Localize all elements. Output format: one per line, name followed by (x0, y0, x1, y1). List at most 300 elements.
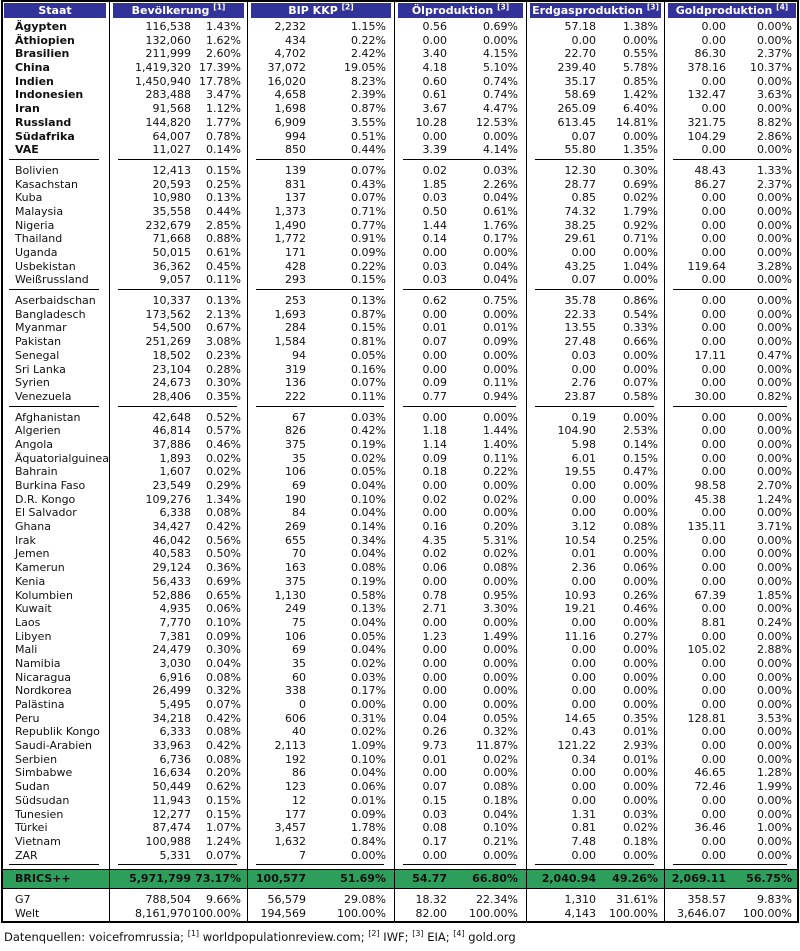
value-abs: 1.85 (422, 177, 447, 191)
value-pct: 0.00% (757, 533, 792, 547)
value-abs: 10,337 (152, 294, 191, 308)
value-cell-oelproduktion (394, 246, 526, 260)
value-abs: 0.00 (422, 129, 447, 143)
value-abs: 1,698 (274, 102, 306, 116)
value-cell-bevoelkerung (109, 907, 247, 921)
value-abs: 0.00 (701, 232, 726, 246)
value-abs: 0.77 (422, 389, 447, 403)
country-name (3, 363, 109, 377)
country-name-text: Nigeria (15, 218, 55, 232)
value-cell-bip-kkp (247, 273, 394, 287)
country-name (3, 411, 109, 425)
country-row (3, 232, 797, 246)
value-cell-goldproduktion (664, 75, 797, 89)
country-name (3, 424, 109, 438)
country-name-text: Ghana (15, 520, 51, 534)
value-abs: 0.00 (701, 574, 726, 588)
value-pct: 100.00% (192, 907, 241, 921)
separator-cell (109, 862, 247, 869)
country-name (3, 376, 109, 390)
country-name (3, 219, 109, 233)
value-cell-goldproduktion (664, 321, 797, 335)
value-abs: 116,538 (145, 20, 191, 33)
value-cell-bip-kkp (247, 164, 394, 178)
header-text: BIP KKP (288, 4, 338, 17)
value-cell-oelproduktion (394, 766, 526, 780)
value-pct: 0.10% (351, 752, 386, 766)
value-pct: 2.26% (483, 177, 518, 191)
value-cell-goldproduktion (664, 479, 797, 493)
value-abs: 6,916 (159, 670, 191, 684)
production-table (1, 0, 799, 923)
value-abs: 0.00 (422, 479, 447, 492)
value-cell-bip-kkp (247, 739, 394, 753)
value-abs: 46,042 (152, 533, 191, 547)
value-abs: 0.00 (701, 33, 726, 47)
country-row (3, 561, 797, 575)
value-abs: 5,495 (159, 698, 191, 711)
value-abs: 23.87 (564, 389, 596, 403)
value-abs: 56,433 (152, 574, 191, 588)
value-pct: 0.00% (483, 506, 518, 520)
country-row (3, 47, 797, 61)
value-pct: 0.17% (351, 684, 386, 698)
value-pct: 3.55% (351, 115, 386, 129)
value-pct: 0.04% (351, 766, 386, 780)
header-footnote: [1] (213, 3, 226, 12)
value-cell-bevoelkerung (109, 849, 247, 863)
value-abs: 0.00 (422, 848, 447, 862)
value-pct: 1.85% (757, 588, 792, 602)
value-abs: 0.00 (701, 102, 726, 116)
value-pct: 2.88% (757, 643, 792, 657)
value-pct: 1.15% (351, 20, 386, 33)
country-row (3, 75, 797, 89)
value-pct: 0.91% (351, 232, 386, 246)
value-cell-oelproduktion (394, 130, 526, 144)
value-abs: 22.33 (564, 307, 596, 321)
value-cell-bevoelkerung (109, 506, 247, 520)
value-pct: 0.00% (623, 643, 658, 657)
value-pct: 0.16% (351, 362, 386, 376)
value-pct: 1.77% (206, 115, 241, 129)
value-cell-erdgasproduktion (526, 780, 664, 794)
value-cell-erdgasproduktion (526, 766, 664, 780)
value-cell-bip-kkp (247, 219, 394, 233)
value-pct: 2.60% (206, 47, 241, 61)
value-cell-bevoelkerung (109, 349, 247, 363)
value-cell-oelproduktion (394, 294, 526, 308)
country-name-text: Simbabwe (15, 766, 73, 780)
value-abs: 0.00 (701, 74, 726, 88)
value-pct: 0.15% (623, 451, 658, 465)
value-pct: 0.02% (623, 821, 658, 835)
value-abs: 20,593 (152, 177, 191, 191)
value-pct: 0.00% (623, 780, 658, 794)
footnote-ref: [1] (187, 929, 200, 939)
separator-line (673, 864, 787, 865)
value-pct: 0.13% (206, 191, 241, 205)
value-abs: 0.00 (422, 348, 447, 362)
country-name (3, 390, 109, 404)
value-cell-goldproduktion (664, 61, 797, 75)
value-cell-oelproduktion (394, 821, 526, 835)
value-abs: 45.38 (694, 492, 726, 506)
value-cell-erdgasproduktion (526, 219, 664, 233)
value-cell-bevoelkerung (109, 321, 247, 335)
g7-row (3, 893, 797, 907)
value-pct: 100.00% (609, 907, 658, 921)
value-pct: 0.08% (483, 780, 518, 794)
country-name-text: Nicaragua (15, 670, 72, 684)
value-pct: 0.04% (483, 191, 518, 205)
value-pct: 49.26% (612, 872, 658, 886)
source-text: EIA; (423, 930, 454, 944)
value-abs: 0.00 (422, 670, 447, 684)
value-cell-bip-kkp (247, 438, 394, 452)
value-pct: 0.08% (206, 506, 241, 520)
value-cell-erdgasproduktion (526, 88, 664, 102)
value-cell-bevoelkerung (109, 20, 247, 34)
country-name (3, 835, 109, 849)
value-cell-oelproduktion (394, 219, 526, 233)
value-abs: 106 (285, 465, 306, 479)
value-abs: 338 (285, 684, 306, 698)
separator-line (9, 406, 99, 407)
value-abs: 0.18 (422, 465, 447, 479)
value-pct: 0.00% (757, 335, 792, 349)
value-abs: 0.00 (701, 670, 726, 684)
value-abs: 1.44 (422, 218, 447, 232)
country-name-text: Kuba (15, 191, 43, 205)
value-cell-goldproduktion (664, 657, 797, 671)
value-pct: 0.05% (351, 465, 386, 479)
value-abs: 52,886 (152, 588, 191, 602)
separator-cell (247, 862, 394, 869)
value-pct: 0.00% (757, 698, 792, 711)
value-abs: 6,333 (159, 725, 191, 739)
value-cell-bevoelkerung (109, 61, 247, 75)
value-abs: 0.03 (422, 273, 447, 287)
value-abs: 6,909 (274, 115, 306, 129)
value-pct: 0.57% (206, 424, 241, 438)
footnote-ref: [4] (453, 929, 465, 939)
header-erdgasproduktion (526, 2, 664, 20)
value-pct: 0.25% (206, 177, 241, 191)
value-pct: 0.00% (483, 574, 518, 588)
value-abs: 0.00 (571, 780, 596, 794)
country-row (3, 794, 797, 808)
value-pct: 0.20% (483, 520, 518, 534)
country-name (3, 657, 109, 671)
source-text: Datenquellen: voicefromrussia; (4, 930, 188, 944)
value-cell-bevoelkerung (109, 232, 247, 246)
value-cell-goldproduktion (664, 698, 797, 712)
value-pct: 0.00% (757, 218, 792, 232)
value-pct: 0.71% (351, 204, 386, 218)
separator-line (673, 159, 787, 160)
value-pct: 0.00% (757, 143, 792, 157)
value-abs: 0.00 (422, 766, 447, 780)
value-abs: 0.07 (571, 129, 596, 143)
country-row (3, 534, 797, 548)
value-pct: 0.17% (483, 232, 518, 246)
value-abs: 2,113 (274, 739, 306, 753)
value-cell-erdgasproduktion (526, 493, 664, 507)
value-pct: 0.03% (623, 807, 658, 821)
country-name (3, 808, 109, 822)
value-pct: 0.07% (206, 698, 241, 711)
country-name-text: Bangladesch (15, 307, 86, 321)
country-row (3, 61, 797, 75)
value-pct: 0.54% (623, 307, 658, 321)
value-cell-bip-kkp (247, 294, 394, 308)
country-name (3, 260, 109, 274)
country-name (3, 616, 109, 630)
country-row (3, 616, 797, 630)
value-abs: 91,568 (152, 102, 191, 116)
country-name (3, 893, 109, 907)
value-cell-erdgasproduktion (526, 657, 664, 671)
value-pct: 0.74% (483, 74, 518, 88)
separator-cell (247, 287, 394, 294)
value-abs: 10,980 (152, 191, 191, 205)
value-pct: 0.69% (206, 574, 241, 588)
value-pct: 0.07% (351, 163, 386, 177)
value-abs: 269 (285, 520, 306, 534)
country-name-text: ZAR (15, 848, 38, 862)
value-cell-erdgasproduktion (526, 321, 664, 335)
value-abs: 139 (285, 163, 306, 177)
country-name (3, 753, 109, 767)
value-cell-oelproduktion (394, 561, 526, 575)
country-row (3, 363, 797, 377)
value-abs: 0.19 (571, 410, 596, 424)
header-bevoelkerung (109, 2, 247, 20)
value-abs: 0.00 (701, 294, 726, 308)
value-abs: 375 (285, 574, 306, 588)
value-abs: 0.00 (701, 335, 726, 349)
value-cell-bip-kkp (247, 534, 394, 548)
separator-line (118, 406, 237, 407)
value-cell-erdgasproduktion (526, 602, 664, 616)
value-abs: 0.00 (701, 547, 726, 561)
value-pct: 0.46% (206, 437, 241, 451)
value-cell-erdgasproduktion (526, 116, 664, 130)
value-cell-goldproduktion (664, 164, 797, 178)
value-cell-oelproduktion (394, 102, 526, 116)
value-abs: 144,820 (145, 115, 191, 129)
value-pct: 0.07% (623, 376, 658, 390)
value-abs: 0.00 (422, 643, 447, 657)
value-cell-bip-kkp (247, 766, 394, 780)
value-abs: 192 (285, 752, 306, 766)
value-pct: 1.35% (623, 143, 658, 157)
value-cell-bip-kkp (247, 376, 394, 390)
value-abs: 831 (285, 177, 306, 191)
value-abs: 0.00 (422, 506, 447, 520)
value-cell-oelproduktion (394, 725, 526, 739)
value-pct: 0.00% (757, 547, 792, 561)
value-cell-erdgasproduktion (526, 698, 664, 712)
value-cell-bip-kkp (247, 349, 394, 363)
value-abs: 0.00 (701, 561, 726, 575)
value-abs: 1,893 (159, 451, 191, 465)
value-pct: 0.00% (483, 307, 518, 321)
value-cell-erdgasproduktion (526, 520, 664, 534)
value-cell-erdgasproduktion (526, 753, 664, 767)
value-cell-erdgasproduktion (526, 547, 664, 561)
header-goldproduktion (664, 2, 797, 20)
value-cell-erdgasproduktion (526, 273, 664, 287)
country-row (3, 349, 797, 363)
country-row (3, 102, 797, 116)
value-cell-goldproduktion (664, 47, 797, 61)
welt-row (3, 907, 797, 921)
value-cell-goldproduktion (664, 794, 797, 808)
value-abs: 0.03 (571, 348, 596, 362)
value-pct: 0.02% (206, 465, 241, 479)
value-pct: 0.00% (623, 506, 658, 520)
value-abs: 190 (285, 492, 306, 506)
value-cell-bevoelkerung (109, 602, 247, 616)
separator-cell (3, 404, 109, 411)
country-name (3, 849, 109, 863)
value-abs: 0.00 (701, 752, 726, 766)
value-pct: 0.00% (483, 362, 518, 376)
country-name-text: Bahrain (15, 465, 58, 479)
value-abs: 4.35 (422, 533, 447, 547)
value-abs: 132,060 (145, 33, 191, 47)
value-abs: 0.00 (701, 793, 726, 807)
value-pct: 0.00% (757, 793, 792, 807)
value-pct: 0.87% (351, 102, 386, 116)
value-abs: 14.65 (564, 711, 596, 725)
value-pct: 1.43% (206, 20, 241, 33)
value-abs: 74.32 (564, 204, 596, 218)
value-abs: 23,104 (152, 362, 191, 376)
value-pct: 0.05% (351, 629, 386, 643)
value-cell-oelproduktion (394, 321, 526, 335)
value-abs: 0.00 (701, 273, 726, 287)
value-abs: 0.00 (701, 376, 726, 390)
value-abs: 0.02 (422, 163, 447, 177)
value-pct: 1.49% (483, 629, 518, 643)
country-row (3, 246, 797, 260)
country-name (3, 907, 109, 921)
value-pct: 0.00% (483, 766, 518, 780)
value-abs: 850 (285, 143, 306, 157)
value-cell-bevoelkerung (109, 671, 247, 685)
separator-line (535, 159, 654, 160)
value-pct: 0.44% (206, 204, 241, 218)
value-abs: 0.01 (571, 547, 596, 561)
value-cell-goldproduktion (664, 602, 797, 616)
value-abs: 0.01 (422, 752, 447, 766)
country-name (3, 438, 109, 452)
value-abs: 1,607 (159, 465, 191, 479)
value-abs: 788,504 (145, 893, 191, 907)
value-abs: 24,673 (152, 376, 191, 390)
value-cell-bip-kkp (247, 575, 394, 589)
value-cell-goldproduktion (664, 232, 797, 246)
value-cell-goldproduktion (664, 424, 797, 438)
header-label-goldproduktion (668, 3, 796, 18)
country-name-text: VAE (15, 143, 39, 157)
value-abs: 994 (285, 129, 306, 143)
value-cell-erdgasproduktion (526, 835, 664, 849)
value-cell-erdgasproduktion (526, 712, 664, 726)
value-cell-erdgasproduktion (526, 34, 664, 48)
value-cell-oelproduktion (394, 164, 526, 178)
value-cell-oelproduktion (394, 143, 526, 157)
value-pct: 0.00% (757, 20, 792, 33)
value-cell-erdgasproduktion (526, 630, 664, 644)
value-pct: 0.11% (206, 273, 241, 287)
country-row (3, 424, 797, 438)
value-cell-oelproduktion (394, 349, 526, 363)
value-abs: 12,413 (152, 163, 191, 177)
country-name (3, 794, 109, 808)
country-name-text: Namibia (15, 656, 61, 670)
value-abs: 284 (285, 321, 306, 335)
value-abs: 67.39 (694, 588, 726, 602)
value-pct: 56.75% (746, 872, 792, 886)
value-abs: 12,277 (152, 807, 191, 821)
value-pct: 0.58% (623, 389, 658, 403)
value-abs: 5,331 (159, 848, 191, 862)
value-pct: 17.78% (199, 74, 241, 88)
value-pct: 0.51% (351, 129, 386, 143)
country-name (3, 308, 109, 322)
value-pct: 0.94% (483, 389, 518, 403)
value-abs: 55.80 (564, 143, 596, 157)
value-abs: 0.34 (571, 752, 596, 766)
country-name (3, 34, 109, 48)
value-cell-oelproduktion (394, 835, 526, 849)
value-cell-goldproduktion (664, 643, 797, 657)
value-pct: 0.05% (483, 711, 518, 725)
value-abs: 19.21 (564, 602, 596, 616)
value-cell-bip-kkp (247, 47, 394, 61)
value-pct: 0.10% (351, 492, 386, 506)
value-cell-goldproduktion (664, 363, 797, 377)
country-name (3, 20, 109, 34)
country-name-text: Sudan (15, 780, 50, 794)
country-name-text: Türkei (15, 821, 48, 835)
value-cell-goldproduktion (664, 376, 797, 390)
country-name (3, 47, 109, 61)
value-cell-oelproduktion (394, 116, 526, 130)
value-pct: 0.00% (623, 348, 658, 362)
value-cell-bip-kkp (247, 143, 394, 157)
value-cell-goldproduktion (664, 753, 797, 767)
value-cell-bevoelkerung (109, 753, 247, 767)
country-name-text: El Salvador (15, 506, 77, 520)
value-pct: 0.02% (483, 547, 518, 561)
value-abs: 428 (285, 259, 306, 273)
value-cell-bevoelkerung (109, 130, 247, 144)
value-cell-bevoelkerung (109, 376, 247, 390)
header-bip-kkp (247, 2, 394, 20)
value-pct: 0.00% (757, 424, 792, 438)
value-cell-bevoelkerung (109, 47, 247, 61)
country-row (3, 739, 797, 753)
value-abs: 11,943 (152, 793, 191, 807)
value-abs: 2,069.11 (671, 872, 726, 886)
value-abs: 4,702 (274, 47, 306, 61)
value-cell-bevoelkerung (109, 893, 247, 907)
